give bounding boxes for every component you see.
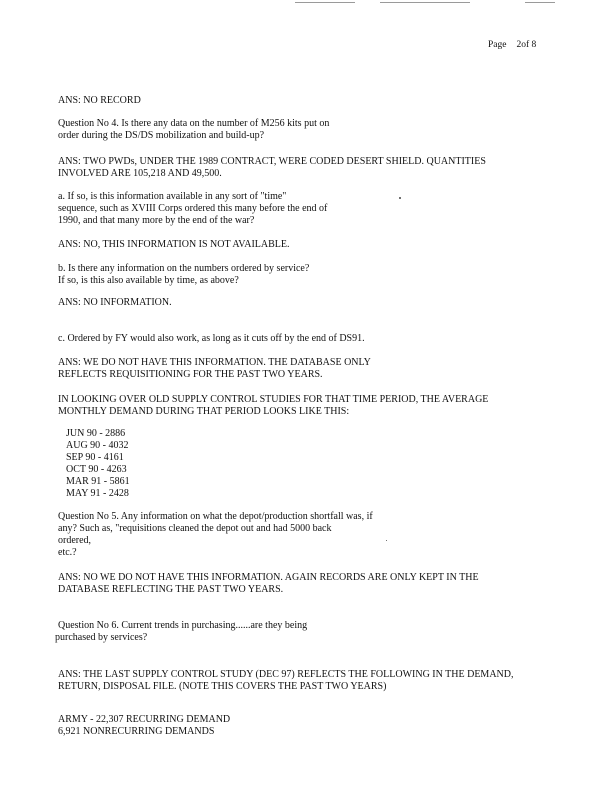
page-header [488, 40, 546, 50]
answer-line: DATABASE REFLECTING THE PAST TWO YEARS. [58, 584, 284, 595]
question-line: b. Is there any information on the numbers ordered by service? [58, 263, 310, 274]
page-number: 2of 8 [516, 40, 537, 50]
question-line: etc.? [58, 547, 77, 558]
question-line: purchased by services? [55, 632, 148, 643]
answer-line: RETURN, DISPOSAL FILE. (NOTE THIS COVERS THE PAST TWO YEARS) [58, 681, 387, 692]
question-line: Question No 6. Current trends in purchasing......are they being [58, 620, 308, 631]
speck-mark [386, 540, 387, 541]
answer-line: ANS: THE LAST SUPPLY CONTROL STUDY (DEC 97) REFLECTS THE FOLLOWING IN THE DEMAND, [58, 669, 514, 680]
answer-line: ANS: NO, THIS INFORMATION IS NOT AVAILABLE. [58, 239, 290, 250]
answer-line: REFLECTS REQUISITIONING FOR THE PAST TWO YEARS. [58, 369, 323, 380]
demand-row: OCT 90 - 4263 [66, 464, 127, 475]
question-line: order during the DS/DS mobilization and build-up? [58, 130, 265, 141]
question-line: sequence, such as XVIII Corps ordered this many before the end of [58, 203, 328, 214]
answer-line: INVOLVED ARE 105,218 AND 49,500. [58, 168, 222, 179]
question-line: c. Ordered by FY would also work, as long as it cuts off by the end of DS91. [58, 333, 365, 344]
demand-row: SEP 90 - 4161 [66, 452, 124, 463]
question-line: If so, is this also available by time, as above? [58, 275, 239, 286]
speck-mark [399, 197, 401, 199]
answer-line: ANS: WE DO NOT HAVE THIS INFORMATION. THE DATABASE ONLY [58, 357, 371, 368]
demand-row: AUG 90 - 4032 [66, 440, 129, 451]
answer-line: ANS: NO WE DO NOT HAVE THIS INFORMATION. AGAIN RECORDS ARE ONLY KEPT IN THE [58, 572, 479, 583]
question-line: ordered, [58, 535, 92, 546]
demand-row: JUN 90 - 2886 [66, 428, 126, 439]
answer-line: ANS: NO INFORMATION. [58, 297, 172, 308]
answer-line: ANS: TWO PWDs, UNDER THE 1989 CONTRACT, WERE CODED DESERT SHIELD. QUANTITIES [58, 156, 486, 167]
scan-artifact-line [525, 2, 555, 3]
question-line: any? Such as, "requisitions cleaned the depot out and had 5000 back [58, 523, 332, 534]
demand-row: MAY 91 - 2428 [66, 488, 129, 499]
page-label: Page [488, 40, 507, 50]
scan-artifact-line [380, 2, 470, 3]
answer-line: MONTHLY DEMAND DURING THAT PERIOD LOOKS LIKE THIS: [58, 406, 350, 417]
answer-line: IN LOOKING OVER OLD SUPPLY CONTROL STUDIES FOR THAT TIME PERIOD, THE AVERAGE [58, 394, 489, 405]
question-line: 1990, and that many more by the end of the war? [58, 215, 255, 226]
scan-artifact-line [295, 2, 355, 3]
army-demand-line: ARMY - 22,307 RECURRING DEMAND [58, 714, 231, 725]
demand-row: MAR 91 - 5861 [66, 476, 130, 487]
army-demand-line: 6,921 NONRECURRING DEMANDS [58, 726, 215, 737]
question-line: Question No 4. Is there any data on the number of M256 kits put on [58, 118, 330, 129]
answer-line: ANS: NO RECORD [58, 95, 141, 106]
question-line: a. If so, is this information available in any sort of "time" [58, 191, 287, 202]
question-line: Question No 5. Any information on what the depot/production shortfall was, if [58, 511, 373, 522]
